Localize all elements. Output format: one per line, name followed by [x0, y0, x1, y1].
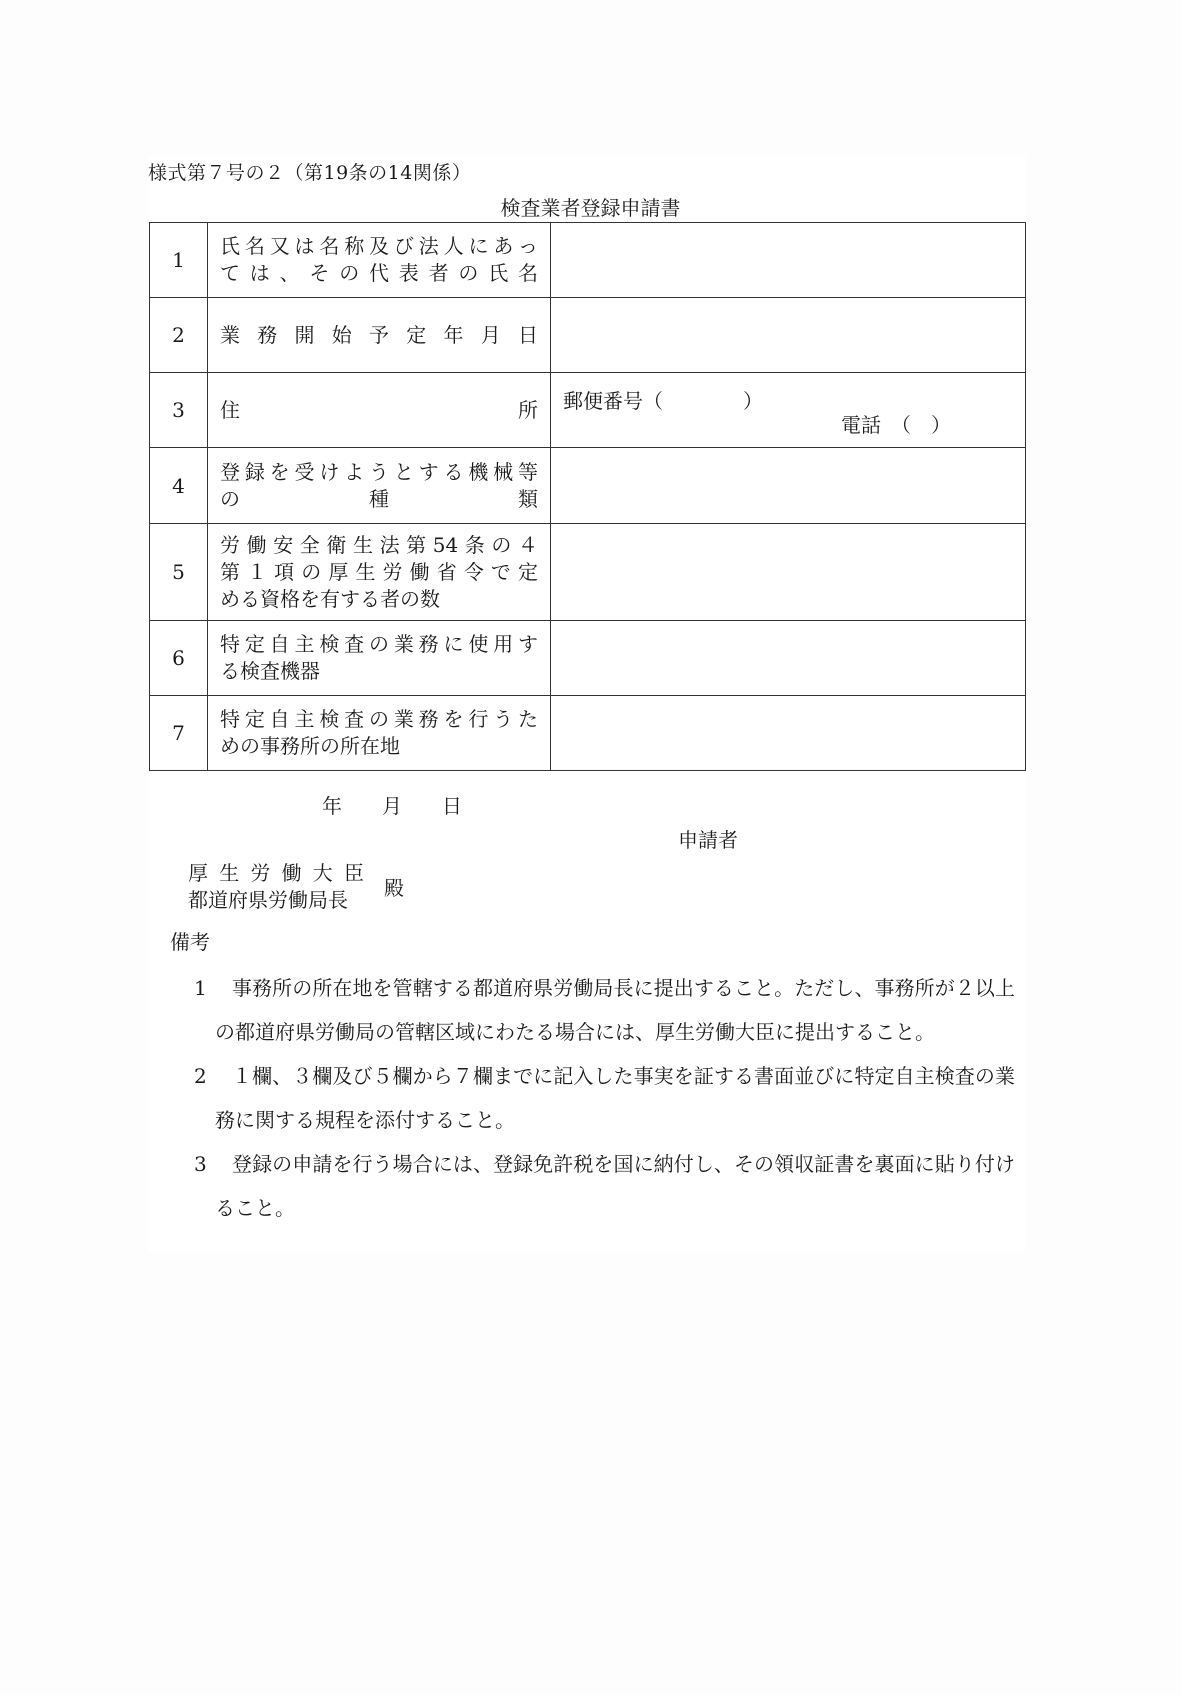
note-text: 登録の申請を行う場合には、登録免許税を国に納付し、その領収証書を裏面に貼り付けること。 — [215, 1152, 1015, 1220]
addressee-minister: 厚生労働大臣 — [188, 861, 364, 885]
note-text: 事務所の所在地を管轄する都道府県労働局長に提出すること。ただし、事務所が２以上の都道府県労働局の管轄区域にわたる場合には、厚生労働大臣に提出すること。 — [215, 976, 1015, 1044]
office-location-field[interactable] — [551, 696, 1026, 771]
applicant-label: 申請者 — [678, 828, 738, 852]
label-line: ては、その代表者の氏名 — [220, 261, 538, 285]
form-title: 検査業者登録申請書 — [500, 196, 681, 220]
row-number: 2 — [150, 298, 208, 373]
row-label-start-date — [208, 298, 551, 373]
row-label-qualified-count — [208, 524, 551, 621]
remarks-title: 備考 — [170, 930, 210, 954]
note-number: 3 — [194, 1152, 207, 1176]
start-date-field[interactable] — [551, 298, 1026, 373]
label-line: の種類 — [220, 486, 538, 511]
date-line: 年 月 日 — [322, 794, 462, 818]
table-row — [150, 696, 1026, 771]
label-line: 業務開始予定年月日 — [220, 322, 538, 347]
table-row — [150, 524, 1026, 621]
row-number: 5 — [150, 524, 208, 621]
label-line: めの事務所の所在地 — [220, 734, 400, 758]
name-field[interactable] — [551, 223, 1026, 298]
note-number: 1 — [194, 976, 207, 1000]
row-number: 1 — [150, 223, 208, 298]
address-field[interactable] — [551, 373, 1026, 448]
label-line: る検査機器 — [220, 659, 320, 683]
addressee-bureau-chief: 都道府県労働局長 — [188, 888, 348, 912]
row-number: 3 — [150, 373, 208, 448]
label-line: 労働安全衛生法第54条の４ — [220, 532, 538, 557]
table-row — [150, 621, 1026, 696]
phone-label: 電話 （ ） — [841, 413, 951, 437]
label-line: 第１項の厚生労働省令で定 — [220, 559, 538, 584]
label-line: 氏名又は名称及び法人にあっ — [220, 234, 538, 258]
table-row — [150, 373, 1026, 448]
row-label-address — [208, 373, 551, 448]
label-line: 特定自主検査の業務を行うた — [220, 707, 538, 731]
table-row — [150, 298, 1026, 373]
row-label-name — [208, 223, 551, 298]
list-item — [195, 1054, 1015, 1142]
label-line: 特定自主検査の業務に使用す — [220, 632, 538, 656]
application-table — [149, 222, 1026, 771]
note-number: 2 — [194, 1064, 207, 1088]
row-number: 7 — [150, 696, 208, 771]
postal-code-label: 郵便番号（ ） — [563, 389, 763, 413]
remarks-list — [195, 966, 1015, 1230]
list-item — [195, 1142, 1015, 1230]
row-number: 6 — [150, 621, 208, 696]
list-item — [195, 966, 1015, 1054]
addressee — [188, 860, 364, 914]
row-label-office-location — [208, 696, 551, 771]
label-line: 登録を受けようとする機械等 — [220, 459, 538, 484]
machine-type-field[interactable] — [551, 448, 1026, 524]
form-number: 様式第７号の２（第19条の14関係） — [148, 162, 472, 184]
label-line: める資格を有する者の数 — [220, 586, 440, 611]
table-row — [150, 223, 1026, 298]
row-label-machine-type — [208, 448, 551, 524]
note-text: １欄、３欄及び５欄から７欄までに記入した事実を証する書面並びに特定自主検査の業務に関する規程を添付すること。 — [215, 1064, 1015, 1132]
row-label-equipment — [208, 621, 551, 696]
honorific: 殿 — [384, 876, 404, 900]
label-line: 住所 — [220, 397, 538, 422]
equipment-field[interactable] — [551, 621, 1026, 696]
table-row — [150, 448, 1026, 524]
qualified-count-field[interactable] — [551, 524, 1026, 621]
row-number: 4 — [150, 448, 208, 524]
